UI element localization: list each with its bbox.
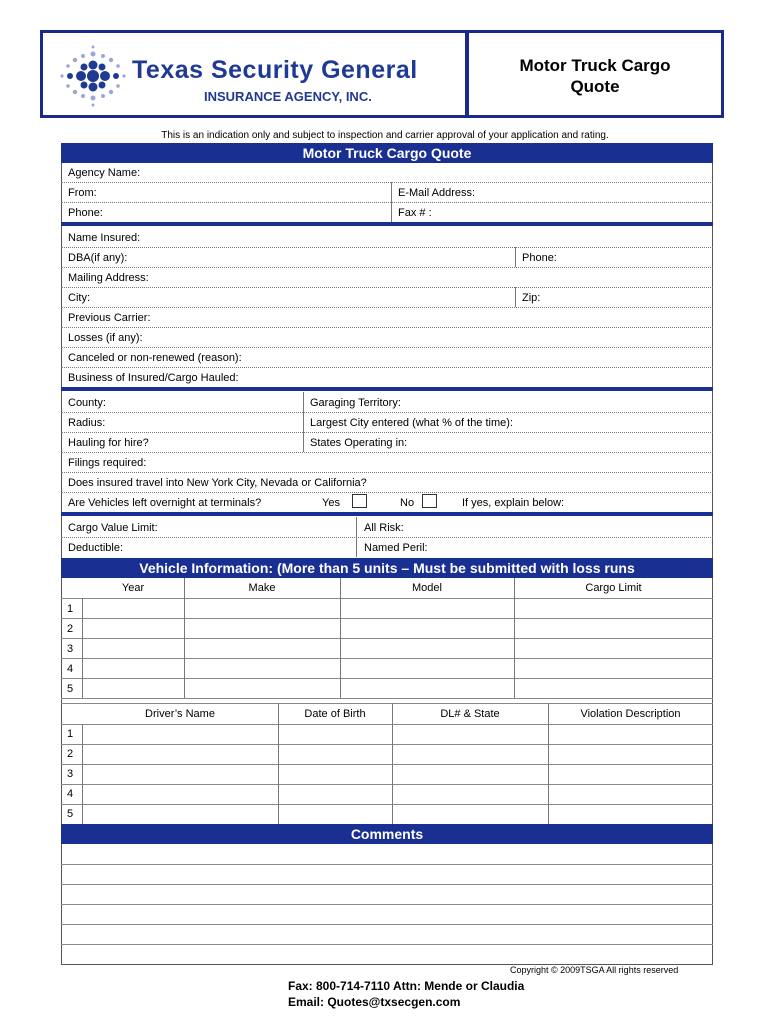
section-divider — [61, 387, 713, 391]
email-line: Email: Quotes@txsecgen.com — [288, 995, 461, 1009]
divider — [340, 578, 341, 698]
city-field[interactable]: City: — [68, 292, 90, 304]
comment-line[interactable] — [61, 884, 713, 885]
overnight-question: Are Vehicles left overnight at terminals? — [68, 497, 262, 509]
comment-line[interactable] — [61, 904, 713, 905]
agency-name-field[interactable]: Agency Name: — [68, 167, 141, 179]
previous-carrier-field[interactable]: Previous Carrier: — [68, 312, 151, 324]
divider — [61, 202, 713, 203]
copyright: Copyright © 2009TSGA All rights reserved — [510, 965, 679, 975]
divider — [61, 537, 713, 538]
section-divider — [61, 222, 713, 226]
radius-field[interactable]: Radius: — [68, 417, 106, 429]
divider — [391, 182, 392, 222]
no-checkbox[interactable] — [422, 494, 437, 508]
hauling-field[interactable]: Hauling for hire? — [68, 437, 149, 449]
divider — [278, 703, 279, 824]
driver-header-dl: DL# & State — [440, 708, 500, 720]
comment-line[interactable] — [61, 864, 713, 865]
disclaimer: This is an indication only and subject to inspection and carrier approval of your application and rating. — [161, 130, 609, 141]
deductible-field[interactable]: Deductible: — [68, 542, 124, 554]
name-insured-field[interactable]: Name Insured: — [68, 232, 141, 244]
vehicle-row-number: 5 — [67, 683, 74, 695]
divider — [61, 347, 713, 348]
agency-phone-field[interactable]: Phone: — [68, 207, 103, 219]
yes-checkbox[interactable] — [352, 494, 367, 508]
business-field[interactable]: Business of Insured/Cargo Hauled: — [68, 372, 239, 384]
section-title-comments: Comments — [61, 824, 713, 844]
driver-row-number: 5 — [67, 808, 74, 820]
divider — [61, 367, 713, 368]
named-peril-field[interactable]: Named Peril: — [364, 542, 428, 554]
filings-field[interactable]: Filings required: — [68, 457, 147, 469]
divider — [61, 698, 713, 699]
divider — [61, 658, 713, 659]
explain-label: If yes, explain below: — [462, 497, 565, 509]
divider — [61, 247, 713, 248]
divider — [548, 703, 549, 824]
no-label: No — [400, 497, 415, 509]
divider — [61, 678, 713, 679]
vehicle-row-number: 2 — [67, 623, 74, 635]
zip-field[interactable]: Zip: — [522, 292, 541, 304]
mailing-address-field[interactable]: Mailing Address: — [68, 272, 149, 284]
vehicle-header-cargo-limit: Cargo Limit — [585, 582, 642, 594]
vehicle-header-model: Model — [412, 582, 442, 594]
fax-line: Fax: 800-714-7110 Attn: Mende or Claudia — [288, 979, 525, 993]
divider — [61, 472, 713, 473]
dba-field[interactable]: DBA(if any): — [68, 252, 128, 264]
divider — [515, 287, 516, 307]
divider — [61, 492, 713, 493]
vehicle-row-number: 1 — [67, 603, 74, 615]
all-risk-field[interactable]: All Risk: — [364, 522, 404, 534]
largest-city-field[interactable]: Largest City entered (what % of the time): — [310, 417, 513, 429]
divider — [61, 804, 713, 805]
divider — [184, 578, 185, 698]
email-field[interactable]: E-Mail Address: — [398, 187, 476, 199]
divider — [61, 307, 713, 308]
driver-header-name: Driver’s Name — [145, 708, 215, 720]
yes-label: Yes — [322, 497, 340, 509]
divider — [392, 703, 393, 824]
comment-line[interactable] — [61, 924, 713, 925]
divider — [82, 724, 83, 824]
divider — [303, 392, 304, 452]
driver-row-number: 1 — [67, 728, 74, 740]
county-field[interactable]: County: — [68, 397, 106, 409]
divider — [61, 724, 713, 725]
divider — [61, 703, 713, 704]
fax-field[interactable]: Fax # : — [398, 207, 432, 219]
company-logo-icon — [58, 44, 128, 108]
vehicle-header-year: Year — [121, 582, 145, 594]
divider — [515, 247, 516, 267]
driver-row-number: 2 — [67, 748, 74, 760]
canceled-field[interactable]: Canceled or non-renewed (reason): — [68, 352, 242, 364]
divider — [61, 618, 713, 619]
states-field[interactable]: States Operating in: — [310, 437, 408, 449]
section-divider — [61, 512, 713, 516]
driver-row-number: 4 — [67, 788, 74, 800]
company-name: Texas Security General — [132, 56, 418, 84]
divider — [61, 744, 713, 745]
divider — [356, 517, 357, 557]
driver-header-violation: Violation Description — [580, 708, 681, 720]
divider — [82, 598, 83, 698]
driver-header-dob: Date of Birth — [304, 708, 366, 720]
from-field[interactable]: From: — [68, 187, 97, 199]
losses-field[interactable]: Losses (if any): — [68, 332, 143, 344]
insured-phone-field[interactable]: Phone: — [522, 252, 557, 264]
driver-row-number: 3 — [67, 768, 74, 780]
divider — [61, 267, 713, 268]
comment-line[interactable] — [61, 944, 713, 945]
cargo-value-field[interactable]: Cargo Value Limit: — [68, 522, 158, 534]
section-title-vehicles: Vehicle Information: (More than 5 units – Must be submitted with loss runs — [61, 558, 713, 578]
vehicle-row-number: 4 — [67, 663, 74, 675]
garaging-field[interactable]: Garaging Territory: — [310, 397, 401, 409]
divider — [61, 412, 713, 413]
divider — [61, 327, 713, 328]
travel-question[interactable]: Does insured travel into New York City, Nevada or California? — [68, 477, 367, 489]
form-title-line1: Motor Truck Cargo — [519, 56, 671, 75]
divider — [61, 182, 713, 183]
divider — [61, 764, 713, 765]
divider — [61, 638, 713, 639]
divider — [61, 598, 713, 599]
vehicle-row-number: 3 — [67, 643, 74, 655]
divider — [61, 784, 713, 785]
divider — [61, 432, 713, 433]
section-title-main: Motor Truck Cargo Quote — [61, 143, 713, 163]
vehicle-header-make: Make — [248, 582, 276, 594]
divider — [61, 287, 713, 288]
divider — [514, 578, 515, 698]
divider — [61, 452, 713, 453]
company-subtitle: INSURANCE AGENCY, INC. — [204, 89, 372, 104]
form-title-line2: Quote — [570, 77, 620, 96]
